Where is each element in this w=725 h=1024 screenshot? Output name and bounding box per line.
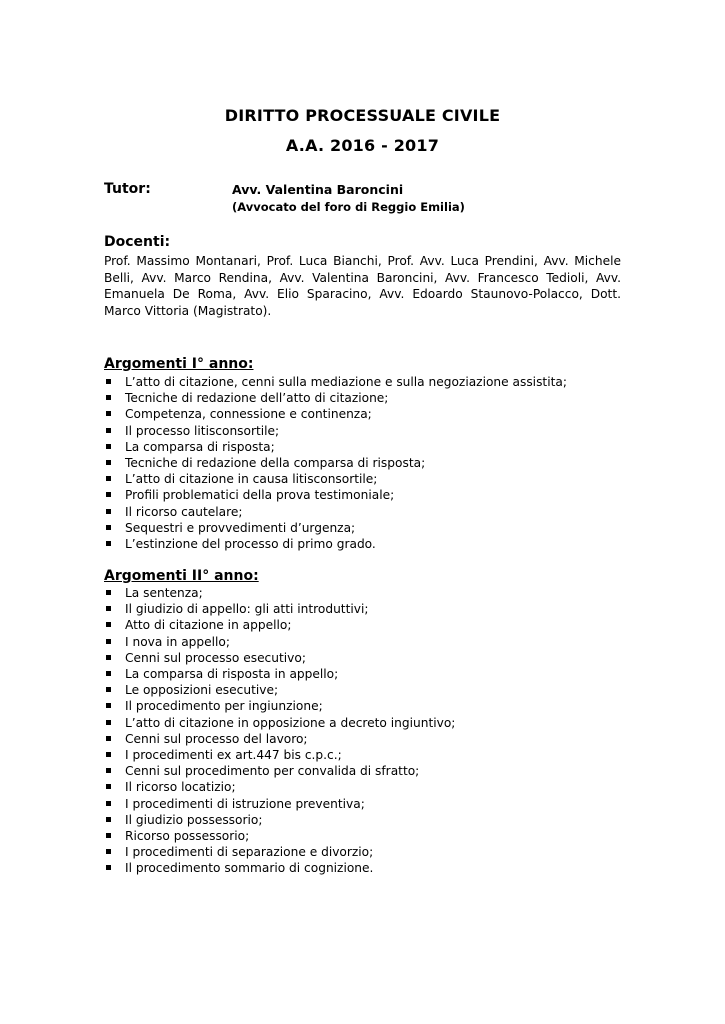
list-item [104,471,567,487]
topic-text: L’atto di citazione in opposizione a decreto ingiuntivo; [125,715,456,730]
list-item [104,779,455,795]
topic-text: Il ricorso locatizio; [125,780,236,795]
bullet-icon [106,460,111,465]
topic-text: Il giudizio possessorio; [125,812,263,827]
bullet-icon [106,671,111,676]
list-item [104,715,455,731]
list-item [104,585,455,601]
list-item [104,487,567,503]
list-item [104,828,455,844]
topic-text: I procedimenti ex art.447 bis c.p.c.; [125,748,342,763]
list-item [104,455,567,471]
topic-text: Ricorso possessorio; [125,829,250,844]
topic-text: Il giudizio di appello: gli atti introduttivi; [125,602,369,617]
list-item [104,601,455,617]
list-item [104,860,455,876]
bullet-icon [106,525,111,530]
bullet-icon [106,833,111,838]
topic-text: Atto di citazione in appello; [125,618,292,633]
topic-text: Il procedimento per ingiunzione; [125,699,323,714]
list-item [104,796,455,812]
list-item [104,536,567,552]
list-item [104,763,455,779]
academic-year: A.A. 2016 - 2017 [285,136,440,155]
list-item [104,390,567,406]
tutor-role: (Avvocato del foro di Reggio Emilia) [232,200,465,214]
topic-text: Competenza, connessione e continenza; [125,407,372,422]
bullet-icon [106,784,111,789]
bullet-icon [106,817,111,822]
topic-text: I nova in appello; [125,634,230,649]
second-year-heading: Argomenti II° anno: [104,568,259,584]
bullet-icon [106,379,111,384]
topic-text: Cenni sul processo del lavoro; [125,731,308,746]
tutor-name: Avv. Valentina Baroncini [232,182,404,197]
bullet-icon [106,590,111,595]
topic-text: L’estinzione del processo di primo grado. [125,537,376,552]
topic-text: Tecniche di redazione della comparsa di risposta; [125,456,426,471]
topic-text: Il ricorso cautelare; [125,504,243,519]
bullet-icon [106,509,111,514]
list-item [104,423,567,439]
bullet-icon [106,768,111,773]
topic-text: I procedimenti di separazione e divorzio; [125,845,374,860]
topic-text: La sentenza; [125,586,203,600]
topic-text: Il processo litisconsortile; [125,423,280,438]
bullet-icon [106,622,111,627]
topic-text: L’atto di citazione, cenni sulla mediazione e sulla negoziazione assistita; [125,375,567,389]
bullet-icon [106,752,111,757]
list-item [104,520,567,536]
bullet-icon [106,655,111,660]
bullet-icon [106,687,111,692]
bullet-icon [106,395,111,400]
docenti-label: Docenti: [104,234,171,250]
bullet-icon [106,606,111,611]
list-item [104,666,455,682]
list-item [104,682,455,698]
bullet-icon [106,639,111,644]
docenti-list: Prof. Massimo Montanari, Prof. Luca Bianchi, Prof. Avv. Luca Prendini, Avv. Michele Belli, Avv. Marco Rendina, Avv. Valentina Baroncini, Avv. Francesco Tedioli, Avv. Emanuela De Roma, Avv. Elio Sparacino, Avv. Edoardo Staunovo-Polacco, Dott. Marco Vittoria (Magistrato). [104,254,621,318]
list-item [104,634,455,650]
bullet-icon [106,865,111,870]
bullet-icon [106,476,111,481]
bullet-icon [106,703,111,708]
first-year-heading: Argomenti I° anno: [104,356,254,372]
list-item [104,844,455,860]
topic-text: I procedimenti di istruzione preventiva; [125,796,365,811]
second-year-topics [104,585,455,877]
topic-text: Tecniche di redazione dell’atto di citazione; [125,391,389,406]
list-item [104,812,455,828]
topic-text: Cenni sul procedimento per convalida di sfratto; [125,764,420,779]
bullet-icon [106,492,111,497]
bullet-icon [106,720,111,725]
tutor-label: Tutor: [104,181,151,197]
bullet-icon [106,428,111,433]
bullet-icon [106,444,111,449]
list-item [104,617,455,633]
bullet-icon [106,541,111,546]
topic-text: La comparsa di risposta in appello; [125,667,339,682]
bullet-icon [106,736,111,741]
list-item [104,374,567,390]
topic-text: Cenni sul processo esecutivo; [125,650,306,665]
topic-text: Profili problematici della prova testimoniale; [125,488,395,503]
document-title: DIRITTO PROCESSUALE CIVILE [224,106,501,125]
list-item [104,504,567,520]
bullet-icon [106,411,111,416]
bullet-icon [106,849,111,854]
first-year-topics [104,374,567,552]
topic-text: L’atto di citazione in causa litisconsortile; [125,472,378,487]
bullet-icon [106,801,111,806]
list-item [104,406,567,422]
topic-text: Sequestri e provvedimenti d’urgenza; [125,520,356,535]
list-item [104,747,455,763]
topic-text: Le opposizioni esecutive; [125,683,279,698]
topic-text: Il procedimento sommario di cognizione. [125,861,374,876]
list-item [104,731,455,747]
list-item [104,650,455,666]
topic-text: La comparsa di risposta; [125,439,275,454]
list-item [104,439,567,455]
list-item [104,698,455,714]
